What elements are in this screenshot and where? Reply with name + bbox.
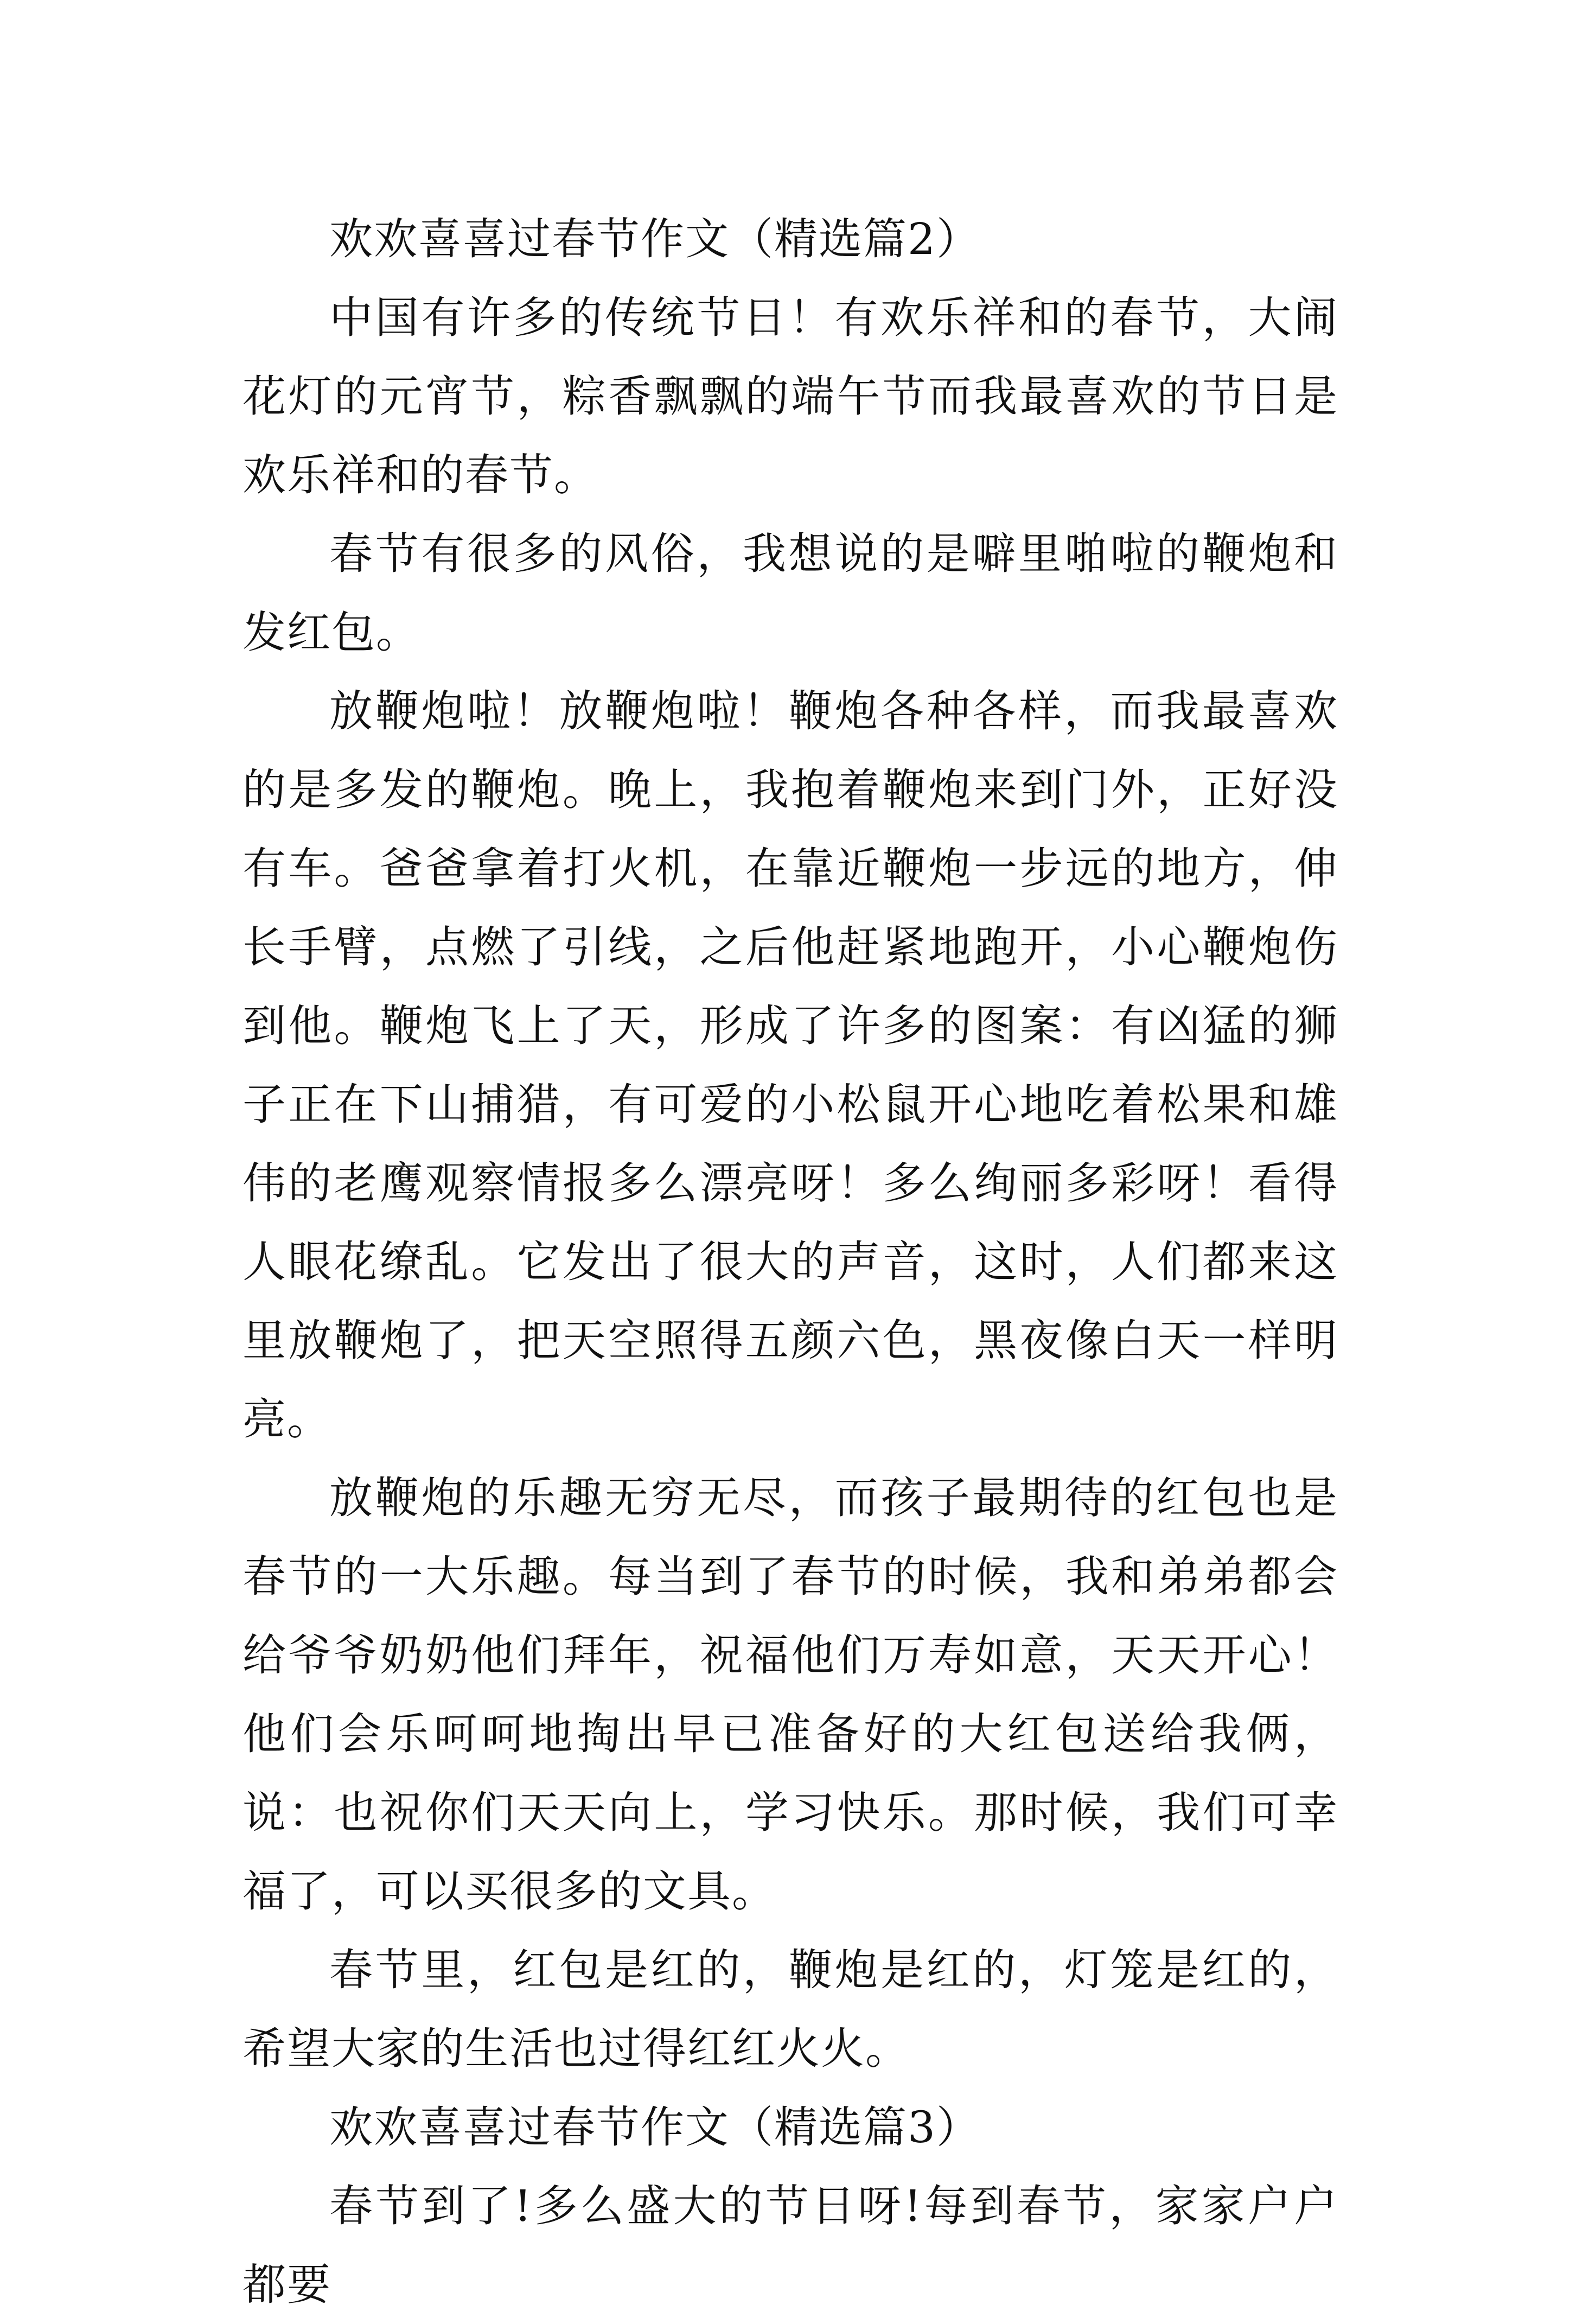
paragraph-conclusion: 春节里，红包是红的，鞭炮是红的，灯笼是红的，希望大家的生活也过得红红火火。 bbox=[242, 1945, 1338, 2074]
paragraph-festivals: 中国有许多的传统节日！有欢乐祥和的春节，大闹花灯的元宵节，粽香飘飘的端午节而我最喜欢的节日是欢乐祥和的春节。 bbox=[242, 292, 1338, 500]
paragraph-customs: 春节有很多的风俗，我想说的是噼里啪啦的鞭炮和发红包。 bbox=[242, 529, 1338, 658]
section-heading-3: 欢欢喜喜过春节作文（精选篇3） bbox=[329, 2102, 981, 2153]
paragraph-spring-festival-arrives: 春节到了!多么盛大的节日呀!每到春节，家家户户都要 bbox=[242, 2181, 1338, 2310]
section-heading-2: 欢欢喜喜过春节作文（精选篇2） bbox=[329, 214, 981, 264]
paragraph-firecrackers: 放鞭炮啦！放鞭炮啦！鞭炮各种各样，而我最喜欢的是多发的鞭炮。晚上，我抱着鞭炮来到门外，正好没有车。爸爸拿着打火机，在靠近鞭炮一步远的地方，伸长手臂，点燃了引线，之后他赶紧地跑开，小心鞭炮伤到他。鞭炮飞上了天，形成了许多的图案：有凶猛的狮子正在下山捕猎，有可爱的小松鼠开心地吃着松果和雄伟的老鹰观察情报多么漂亮呀！多么绚丽多彩呀！看得人眼花缭乱。它发出了很大的声音，这时，人们都来这里放鞭炮了，把天空照得五颜六色，黑夜像白天一样明亮。 bbox=[242, 686, 1338, 1444]
paragraph-red-envelopes: 放鞭炮的乐趣无穷无尽，而孩子最期待的红包也是春节的一大乐趣。每当到了春节的时候，我和弟弟都会给爷爷奶奶他们拜年，祝福他们万寿如意，天天开心！他们会乐呵呵地掏出早已准备好的大红包送给我俩，说：也祝你们天天向上，学习快乐。那时候，我们可幸福了，可以买很多的文具。 bbox=[242, 1473, 1338, 1916]
document-body bbox=[242, 200, 1338, 2324]
